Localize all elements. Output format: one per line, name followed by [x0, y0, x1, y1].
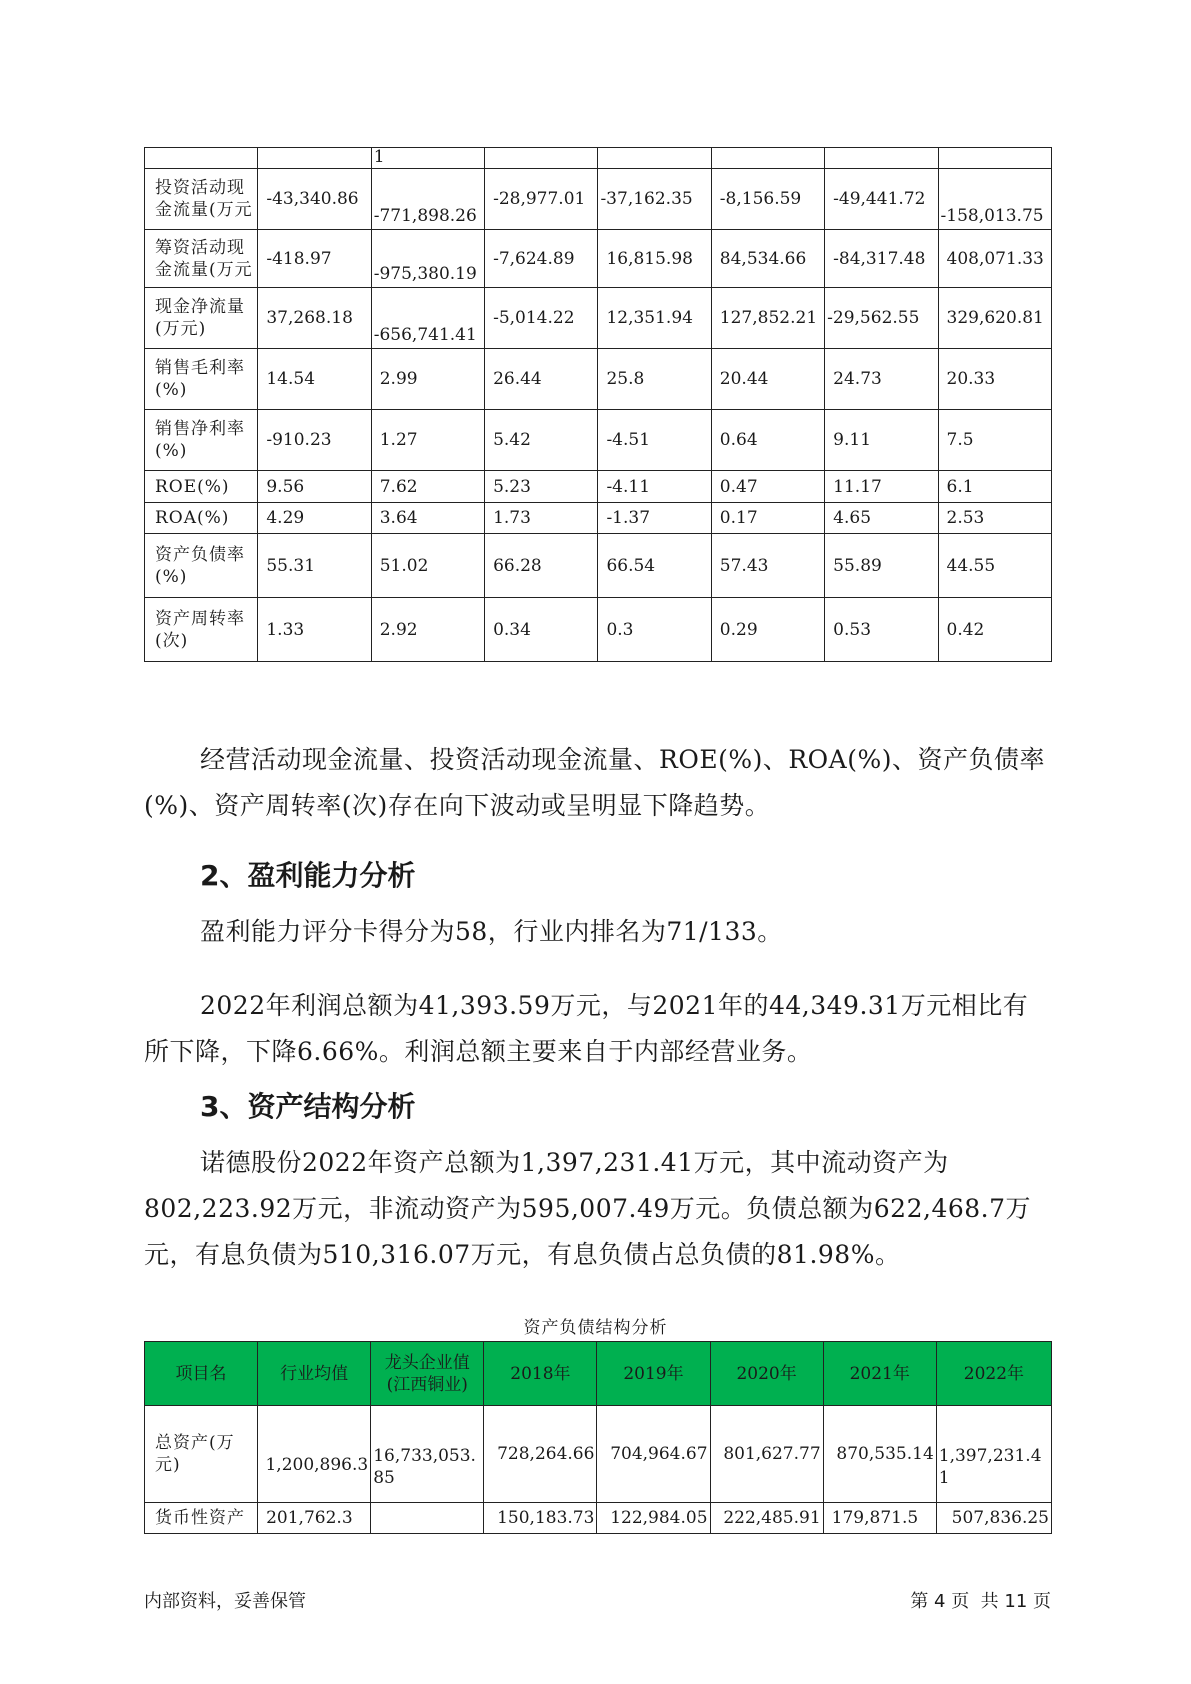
row-label: 现金净流量(万元) [145, 288, 258, 349]
row-label: ROE(%) [145, 471, 258, 503]
table-cell: 1 [371, 148, 484, 169]
table-row [145, 288, 1052, 349]
table-row [145, 471, 1052, 503]
table-row [145, 534, 1052, 598]
row-label: 销售毛利率(%) [145, 349, 258, 410]
table-cell: -28,977.01 [485, 169, 598, 230]
table-cell: 3.64 [371, 503, 484, 534]
row-label: 筹资活动现金流量(万元 [145, 230, 258, 288]
row-label: 货币性资产 [145, 1503, 258, 1534]
table-cell [598, 148, 711, 169]
table-cell: -37,162.35 [598, 169, 711, 230]
table-cell: 12,351.94 [598, 288, 711, 349]
table-cell: 7.5 [938, 410, 1051, 471]
table-cell: 0.3 [598, 598, 711, 662]
table-row [145, 410, 1052, 471]
table-cell: 57.43 [711, 534, 824, 598]
table-cell: 507,836.25 [936, 1503, 1051, 1534]
table-cell: 55.89 [825, 534, 938, 598]
table-cell: 0.64 [711, 410, 824, 471]
profit-total-paragraph: 2022年利润总额为41,393.59万元，与2021年的44,349.31万元相比有所下降，下降6.66%。利润总额主要来自于内部经营业务。 [144, 991, 1029, 1066]
table-cell [258, 148, 371, 169]
table-cell: -4.11 [598, 471, 711, 503]
table-cell: 14.54 [258, 349, 371, 410]
table-cell: 37,268.18 [258, 288, 371, 349]
table-cell: 20.33 [938, 349, 1051, 410]
table-cell: 0.29 [711, 598, 824, 662]
table-cell: -84,317.48 [825, 230, 938, 288]
row-label: 销售净利率(%) [145, 410, 258, 471]
table-cell: 122,984.05 [597, 1503, 710, 1534]
table-cell: 84,534.66 [711, 230, 824, 288]
table-cell: -418.97 [258, 230, 371, 288]
table-cell: 4.29 [258, 503, 371, 534]
table-cell [938, 148, 1051, 169]
table-cell: 9.11 [825, 410, 938, 471]
asset-liability-table [144, 1341, 1052, 1534]
table-cell: 0.42 [938, 598, 1051, 662]
table-row [145, 598, 1052, 662]
section-heading-profitability: 2、盈利能力分析 [200, 859, 416, 892]
column-header: 2020年 [710, 1342, 823, 1406]
table-cell: 24.73 [825, 349, 938, 410]
column-header: 龙头企业值(江西铜业) [371, 1342, 484, 1406]
table-cell: 179,871.5 [823, 1503, 936, 1534]
table-cell: 801,627.77 [710, 1406, 823, 1503]
table-cell: 201,762.3 [258, 1503, 371, 1534]
table-cell: 2.53 [938, 503, 1051, 534]
table-row [145, 1503, 1052, 1534]
footer-page-number: 第 4 页 共 11 页 [910, 1591, 1051, 1612]
table-cell: 16,733,053.85 [371, 1406, 484, 1503]
table-row [145, 230, 1052, 288]
table-cell: -5,014.22 [485, 288, 598, 349]
table-row [145, 1406, 1052, 1503]
table-cell: -49,441.72 [825, 169, 938, 230]
table-cell: 66.28 [485, 534, 598, 598]
table-caption: 资产负债结构分析 [523, 1318, 668, 1338]
profit-score-paragraph: 盈利能力评分卡得分为58，行业内排名为71/133。 [200, 917, 783, 946]
table-cell: 5.42 [485, 410, 598, 471]
row-label: 资产负债率(%) [145, 534, 258, 598]
row-label [145, 148, 258, 169]
table-cell: 26.44 [485, 349, 598, 410]
table-cell: 408,071.33 [938, 230, 1051, 288]
table-cell [711, 148, 824, 169]
table-cell: 329,620.81 [938, 288, 1051, 349]
table-cell: 11.17 [825, 471, 938, 503]
table-row [145, 503, 1052, 534]
table-cell: 222,485.91 [710, 1503, 823, 1534]
table-cell: 0.17 [711, 503, 824, 534]
table-cell: -975,380.19 [371, 230, 484, 288]
table-cell: 1,200,896.3 [258, 1406, 371, 1503]
table-cell: 2.92 [371, 598, 484, 662]
table-cell: 0.34 [485, 598, 598, 662]
table-cell: 5.23 [485, 471, 598, 503]
footer-confidential-note: 内部资料，妥善保管 [144, 1591, 306, 1612]
table-cell: 6.1 [938, 471, 1051, 503]
table-cell: 20.44 [711, 349, 824, 410]
financial-indicators-table [144, 147, 1052, 662]
table-cell: 2.99 [371, 349, 484, 410]
table-cell: 127,852.21 [711, 288, 824, 349]
row-label: 总资产(万元) [145, 1406, 258, 1503]
table-cell: 51.02 [371, 534, 484, 598]
table-cell: 704,964.67 [597, 1406, 710, 1503]
column-header: 2018年 [484, 1342, 597, 1406]
table-cell: 16,815.98 [598, 230, 711, 288]
table-cell [825, 148, 938, 169]
table-cell: 4.65 [825, 503, 938, 534]
table-cell: -43,340.86 [258, 169, 371, 230]
column-header: 2021年 [823, 1342, 936, 1406]
table-row [145, 169, 1052, 230]
table-cell: 1,397,231.41 [936, 1406, 1051, 1503]
table-header-row [145, 1342, 1052, 1406]
table-cell: 7.62 [371, 471, 484, 503]
section-heading-asset-structure: 3、资产结构分析 [200, 1090, 416, 1123]
table-cell: 870,535.14 [823, 1406, 936, 1503]
table-cell: -158,013.75 [938, 169, 1051, 230]
table-cell: 1.33 [258, 598, 371, 662]
table-cell: 0.53 [825, 598, 938, 662]
table-cell: -656,741.41 [371, 288, 484, 349]
table-cell: 9.56 [258, 471, 371, 503]
table-cell [371, 1503, 484, 1534]
table-cell [485, 148, 598, 169]
column-header: 2019年 [597, 1342, 710, 1406]
table-cell: 66.54 [598, 534, 711, 598]
trend-paragraph: 经营活动现金流量、投资活动现金流量、ROE(%)、ROA(%)、资产负债率(%)、资产周转率(次)存在向下波动或呈明显下降趋势。 [144, 745, 1045, 820]
row-label: 投资活动现金流量(万元 [145, 169, 258, 230]
table-cell: -1.37 [598, 503, 711, 534]
table-cell: -771,898.26 [371, 169, 484, 230]
table-cell: -8,156.59 [711, 169, 824, 230]
table-cell: -7,624.89 [485, 230, 598, 288]
table-cell: 1.73 [485, 503, 598, 534]
table-cell: -910.23 [258, 410, 371, 471]
table-cell: 728,264.66 [484, 1406, 597, 1503]
table-cell: 44.55 [938, 534, 1051, 598]
row-label: ROA(%) [145, 503, 258, 534]
asset-structure-paragraph: 诺德股份2022年资产总额为1,397,231.41万元，其中流动资产为802,223.92万元，非流动资产为595,007.49万元。负债总额为622,468.7万元，有息负债为510,316.07万元，有息负债占总负债的81.98%。 [144, 1148, 1032, 1269]
column-header: 行业均值 [258, 1342, 371, 1406]
table-cell: 25.8 [598, 349, 711, 410]
table-cell: 0.47 [711, 471, 824, 503]
table-row [145, 148, 1052, 169]
table-cell: 55.31 [258, 534, 371, 598]
table-row [145, 349, 1052, 410]
table-cell: -4.51 [598, 410, 711, 471]
table-cell: 1.27 [371, 410, 484, 471]
table-cell: 150,183.73 [484, 1503, 597, 1534]
column-header: 项目名 [145, 1342, 258, 1406]
column-header: 2022年 [936, 1342, 1051, 1406]
table-cell: -29,562.55 [825, 288, 938, 349]
row-label: 资产周转率(次) [145, 598, 258, 662]
